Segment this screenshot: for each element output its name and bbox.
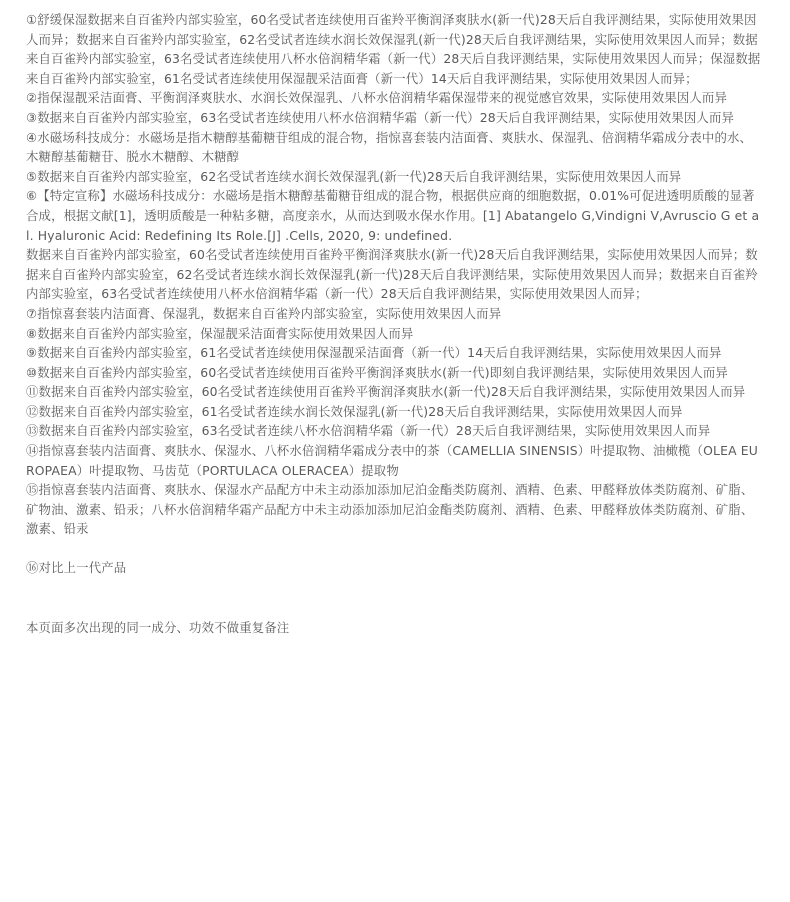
note-4: ④水磁场科技成分：水磁场是指木糖醇基葡糖苷组成的混合物，指惊喜套装内洁面膏、爽肤水、保湿乳、倍润精华霜成分表中的水、木糖醇基葡糖苷、脱水木糖醇、木糖醇	[26, 129, 753, 165]
disclaimer-notes	[26, 10, 762, 578]
note-8: ⑧数据来自百雀羚内部实验室，保湿靓采洁面膏实际使用效果因人而异	[26, 325, 414, 341]
note-3: ③数据来自百雀羚内部实验室，63名受试者连续使用八杯水倍润精华霜（新一代）28天后自我评测结果，实际使用效果因人而异	[26, 109, 735, 125]
note-12: ⑫数据来自百雀羚内部实验室，61名受试者连续水润长效保湿乳(新一代)28天后自我评测结果，实际使用效果因人而异	[26, 403, 683, 419]
note-14: ⑭指惊喜套装内洁面膏、爽肤水、保湿水、八杯水倍润精华霜成分表中的茶（CAMELLIA SINENSIS）叶提取物、油橄榄（OLEA EUROPAEA）叶提取物、马齿苋（PORTULACA OLERACEA）提取物	[26, 443, 758, 478]
note-16: ⑯对比上一代产品	[26, 560, 127, 576]
note-15: ⑮指惊喜套装内洁面膏、爽肤水、保湿水产品配方中未主动添加添加尼泊金酯类防腐剂、酒精、色素、甲醛释放体类防腐剂、矿脂、矿物油、激素、铅汞；八杯水倍润精华霜产品配方中未主动添加添加尼泊金酯类防腐剂、酒精、色素、甲醛释放体类防腐剂、矿脂、激素、铅汞	[26, 482, 754, 537]
note-11: ⑪数据来自百雀羚内部实验室，60名受试者连续使用百雀羚平衡润泽爽肤水(新一代)28天后自我评测结果，实际使用效果因人而异	[26, 384, 746, 400]
note-9: ⑨数据来自百雀羚内部实验室，61名受试者连续使用保湿靓采洁面膏（新一代）14天后自我评测结果，实际使用效果因人而异	[26, 345, 722, 361]
note-2: ②指保湿靓采洁面膏、平衡润泽爽肤水、水润长效保湿乳、八杯水倍润精华霜保湿带来的视觉感官效果，实际使用效果因人而异	[26, 90, 727, 106]
footnote: 本页面多次出现的同一成分、功效不做重复备注	[26, 619, 290, 635]
note-5: ⑤数据来自百雀羚内部实验室，62名受试者连续水润长效保湿乳(新一代)28天后自我评测结果，实际使用效果因人而异	[26, 168, 682, 184]
note-6-continued: 数据来自百雀羚内部实验室，60名受试者连续使用百雀羚平衡润泽爽肤水(新一代)28天后自我评测结果，实际使用效果因人而异；数据来自百雀羚内部实验室，62名受试者连续水润长效保湿乳(新一代)28天后自我评测结果，实际使用效果因人而异；数据来自百雀羚内部实验室，63名受试者连续使用八杯水倍润精华霜（新一代）28天后自我评测结果，实际使用效果因人而异；	[26, 247, 758, 302]
note-13: ⑬数据来自百雀羚内部实验室，63名受试者连续八杯水倍润精华霜（新一代）28天后自我评测结果，实际使用效果因人而异	[26, 423, 711, 439]
note-1: ①舒缓保湿数据来自百雀羚内部实验室，60名受试者连续使用百雀羚平衡润泽爽肤水(新一代)28天后自我评测结果，实际使用效果因人而异；数据来自百雀羚内部实验室，62名受试者连续水润长效保湿乳(新一代)28天后自我评测结果，实际使用效果因人而异；数据来自百雀羚内部实验室，63名受试者连续使用八杯水倍润精华霜（新一代）28天后自我评测结果，实际使用效果因人而异；保湿数据来自百雀羚内部实验室，61名受试者连续使用保湿靓采洁面膏（新一代）14天后自我评测结果，实际使用效果因人而异；	[26, 12, 761, 86]
note-6: ⑥【特定宣称】水磁场科技成分：水磁场是指木糖醇基葡糖苷组成的混合物，根据供应商的细胞数据，0.01%可促进透明质酸的显著合成，根据文献[1]，透明质酸是一种粘多糖，高度亲水，从而达到吸水保水作用。[1] Abatangelo G,Vindigni V,Avruscio G et al. Hyaluronic Acid: Redefining Its Role.[J] .Cells, 2020, 9: undefined.	[26, 188, 760, 243]
note-7: ⑦指惊喜套装内洁面膏、保湿乳，数据来自百雀羚内部实验室，实际使用效果因人而异	[26, 305, 502, 321]
note-10: ⑩数据来自百雀羚内部实验室，60名受试者连续使用百雀羚平衡润泽爽肤水(新一代)即刻自我评测结果，实际使用效果因人而异	[26, 364, 728, 380]
